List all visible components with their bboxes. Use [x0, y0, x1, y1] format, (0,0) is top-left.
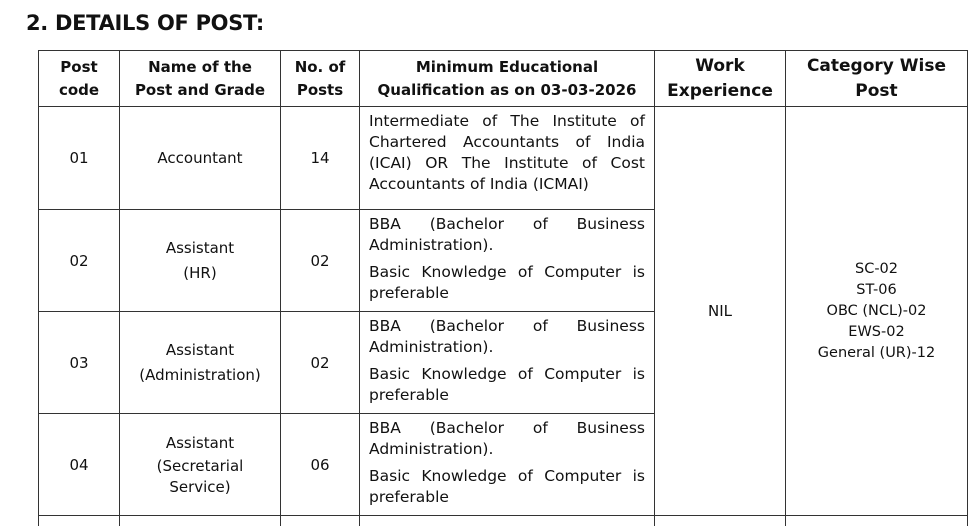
post-name-cell: Accountant — [120, 107, 281, 210]
section-heading: 2. DETAILS OF POST: — [26, 11, 264, 35]
post-code-cell: 03 — [39, 312, 120, 414]
qualification-cell: BBA (Bachelor of Business Administration). Basic Knowledge of Computer is preferable — [360, 414, 655, 516]
header-qualification: Minimum Educational Qualification as on 03-03-2026 — [360, 51, 655, 107]
header-work-experience: Work Experience — [655, 51, 786, 107]
post-code-cell: 02 — [39, 210, 120, 312]
work-experience-cell: NIL — [655, 107, 786, 516]
post-details-table — [38, 50, 968, 526]
no-of-posts-cell: 14 — [281, 107, 360, 210]
table-row — [39, 107, 968, 210]
no-of-posts-cell: 06 — [281, 414, 360, 516]
no-of-posts-cell: 02 — [281, 210, 360, 312]
header-category-wise: Category Wise Post — [786, 51, 968, 107]
header-no-of-posts: No. of Posts — [281, 51, 360, 107]
qualification-cell: BBA (Bachelor of Business Administration). Basic Knowledge of Computer is preferable — [360, 312, 655, 414]
post-code-cell: 01 — [39, 107, 120, 210]
post-name-cell: Assistant (HR) — [120, 210, 281, 312]
post-name-cell: Assistant (Secretarial Service) — [120, 414, 281, 516]
table-continuation-row — [39, 516, 968, 526]
post-name-cell: Assistant (Administration) — [120, 312, 281, 414]
qualification-cell: BBA (Bachelor of Business Administration). Basic Knowledge of Computer is preferable — [360, 210, 655, 312]
no-of-posts-cell: 02 — [281, 312, 360, 414]
header-post-name: Name of the Post and Grade — [120, 51, 281, 107]
qualification-cell: Intermediate of The Institute of Chartered Accountants of India (ICAI) OR The Institute of Cost Accountants of India (ICMAI) — [360, 107, 655, 210]
post-code-cell: 04 — [39, 414, 120, 516]
category-wise-cell: SC-02 ST-06 OBC (NCL)-02 EWS-02 General (UR)-12 — [786, 107, 968, 516]
header-post-code: Post code — [39, 51, 120, 107]
table-header-row — [39, 51, 968, 107]
